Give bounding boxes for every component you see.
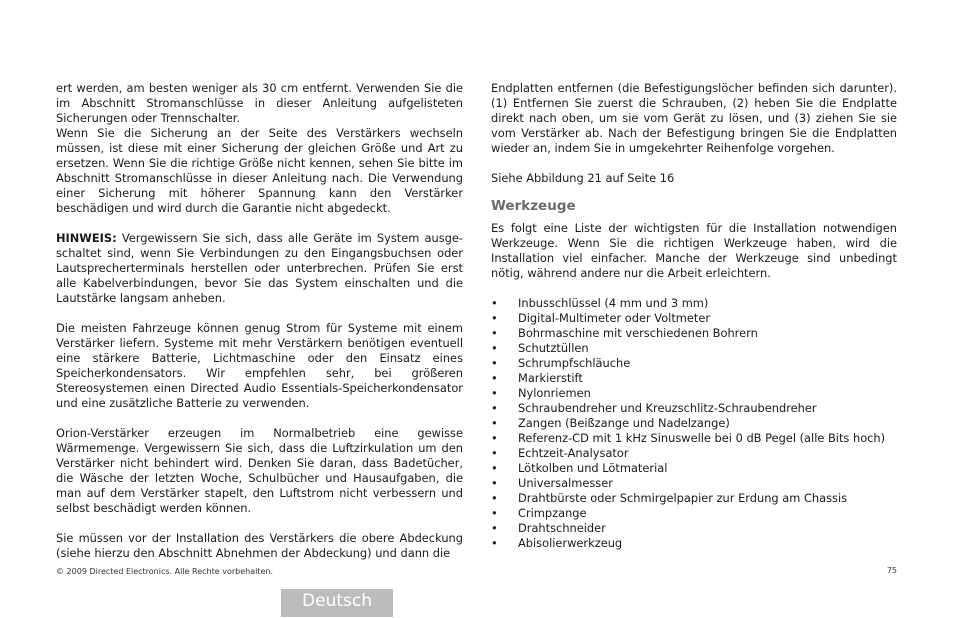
list-item: • Drahtschneider [491,521,606,535]
paragraph-fuse-distance: ert werden, am besten weniger als 30 cm entfernt. Verwenden Sie die im Abschnitt Stromanschlüsse in dieser Anleitung aufgelisteten Sicherungen oder Trennschalter. [56,81,463,125]
language-tab: Deutsch [281,589,393,617]
list-item: • Referenz-CD mit 1 kHz Sinuswelle bei 0 dB Pegel (alle Bits hoch) [491,431,886,445]
copyright-notice: © 2009 Directed Electronics. Alle Rechte vorbehalten. [56,567,273,576]
bullet-marker: • [491,386,498,400]
bullet-marker: • [491,491,498,505]
paragraph-end-plates: Endplatten entfernen (die Befestigungslöcher befinden sich darunter). (1) Entfernen Sie zuerst die Schrauben, (2) heben Sie die Endplatte direkt nach oben, um sie vom Gerät zu lösen, und (3) ziehen Sie sie vom Verstärker ab. Nach der Befestigung bringen Sie die Endplatten wieder an, indem Sie in umgekehrter Reihenfolge vorgehen. [491,81,897,155]
bullet-marker: • [491,401,498,415]
list-item: • Abisolierwerkzeug [491,536,623,550]
paragraph-hinweis [56,231,463,306]
list-item: • Echtzeit-Analysator [491,446,629,460]
list-item: • Markierstift [491,371,583,385]
bullet-marker: • [491,446,498,460]
page-number: 75 [886,566,897,575]
list-item: • Bohrmaschine mit verschiedenen Bohrern [491,326,758,340]
bullet-marker: • [491,416,498,430]
bullet-marker: • [491,341,498,355]
paragraph-power-supply: Die meisten Fahrzeuge können genug Strom für Systeme mit einem Verstärker liefern. Systeme mit mehr Verstärkern benötigen eventuell eine stärkere Batterie, Lichtmaschine oder den Einsatz eines Speicherkondensators. Wir empfehlen sehr, bei größeren Stereosystemen einen Directed Audio Essentials-Speicherkondensator und eine zusätzliche Batterie zu verwenden. [56,321,463,410]
list-item: • Inbusschlüssel (4 mm und 3 mm) [491,296,709,310]
paragraph-fuse-replacement: Wenn Sie die Sicherung an der Seite des Verstärkers wechseln müssen, ist diese mit einer Sicherung der gleichen Größe und Art zu ersetzen. Wenn Sie die richtige Größe nicht kennen, sehen Sie bitte im Abschnitt Stromanschlüsse in dieser Anleitung nach. Die Verwendung einer Sicherung mit höherer Spannung kann den Verstärker beschädigen und wird durch die Garantie nicht abgedeckt. [56,126,463,215]
bullet-marker: • [491,296,498,310]
bullet-marker: • [491,461,498,475]
list-item: • Nylonriemen [491,386,591,400]
bullet-marker: • [491,476,498,490]
paragraph-figure-reference: Siehe Abbildung 21 auf Seite 16 [491,171,675,185]
bullet-marker: • [491,536,498,550]
paragraph-tools-intro: Es folgt eine Liste der wichtigsten für die Installation notwendigen Werkzeuge. Wenn Sie die richtigen Werkzeuge haben, wird die Installation viel einfacher. Manche der Werkzeuge sind unbedingt nötig, während andere nur die Arbeit erleichtern. [491,221,897,280]
list-item: • Schrumpfschläuche [491,356,631,370]
list-item: • Lötkolben und Lötmaterial [491,461,668,475]
bullet-marker: • [491,521,498,535]
list-item: • Universalmesser [491,476,613,490]
list-item: • Crimpzange [491,506,587,520]
bullet-marker: • [491,371,498,385]
bullet-marker: • [491,311,498,325]
list-item: • Schutztüllen [491,341,589,355]
hinweis-text: Vergewissern Sie sich, dass alle Geräte im System ausge- schaltet sind, wenn Sie Verbindungen zu den Eingangsbuchsen oder Lautsprecherterminals herstellen oder unterbrechen. Prüfen Sie erst alle Kabelverbindungen, bevor Sie das System einschalten und die Lautstärke langsam anheben. [56,231,463,305]
bullet-marker: • [491,506,498,520]
bullet-marker: • [491,356,498,370]
right-column [491,81,897,551]
bullet-marker: • [491,326,498,340]
list-item: • Schraubendreher und Kreuzschlitz-Schraubendreher [491,401,817,415]
list-item: • Zangen (Beißzange und Nadelzange) [491,416,730,430]
list-item: • Drahtbürste oder Schmirgelpapier zur Erdung am Chassis [491,491,848,505]
list-item: • Digital-Multimeter oder Voltmeter [491,311,711,325]
bullet-marker: • [491,431,498,445]
hinweis-label: HINWEIS: [56,231,117,245]
left-column [56,81,463,561]
paragraph-heat: Orion-Verstärker erzeugen im Normalbetrieb eine gewisse Wärmemenge. Vergewissern Sie sich, dass die Luftzirkulation um den Verstärker nicht behindert wird. Denken Sie daran, dass Badetücher, die Wäsche der letzten Woche, Schulbücher und Hausaufgaben, die man auf dem Verstärker stapelt, den Luftstrom nicht verbessern und selbst beschädigt werden können. [56,426,463,515]
paragraph-cover-removal: Sie müssen vor der Installation des Verstärkers die obere Abdeckung (siehe hierzu den Abschnitt Abnehmen der Abdeckung) und dann die [56,531,463,560]
section-heading-werkzeuge: Werkzeuge [491,198,576,214]
tools-list [491,296,897,551]
